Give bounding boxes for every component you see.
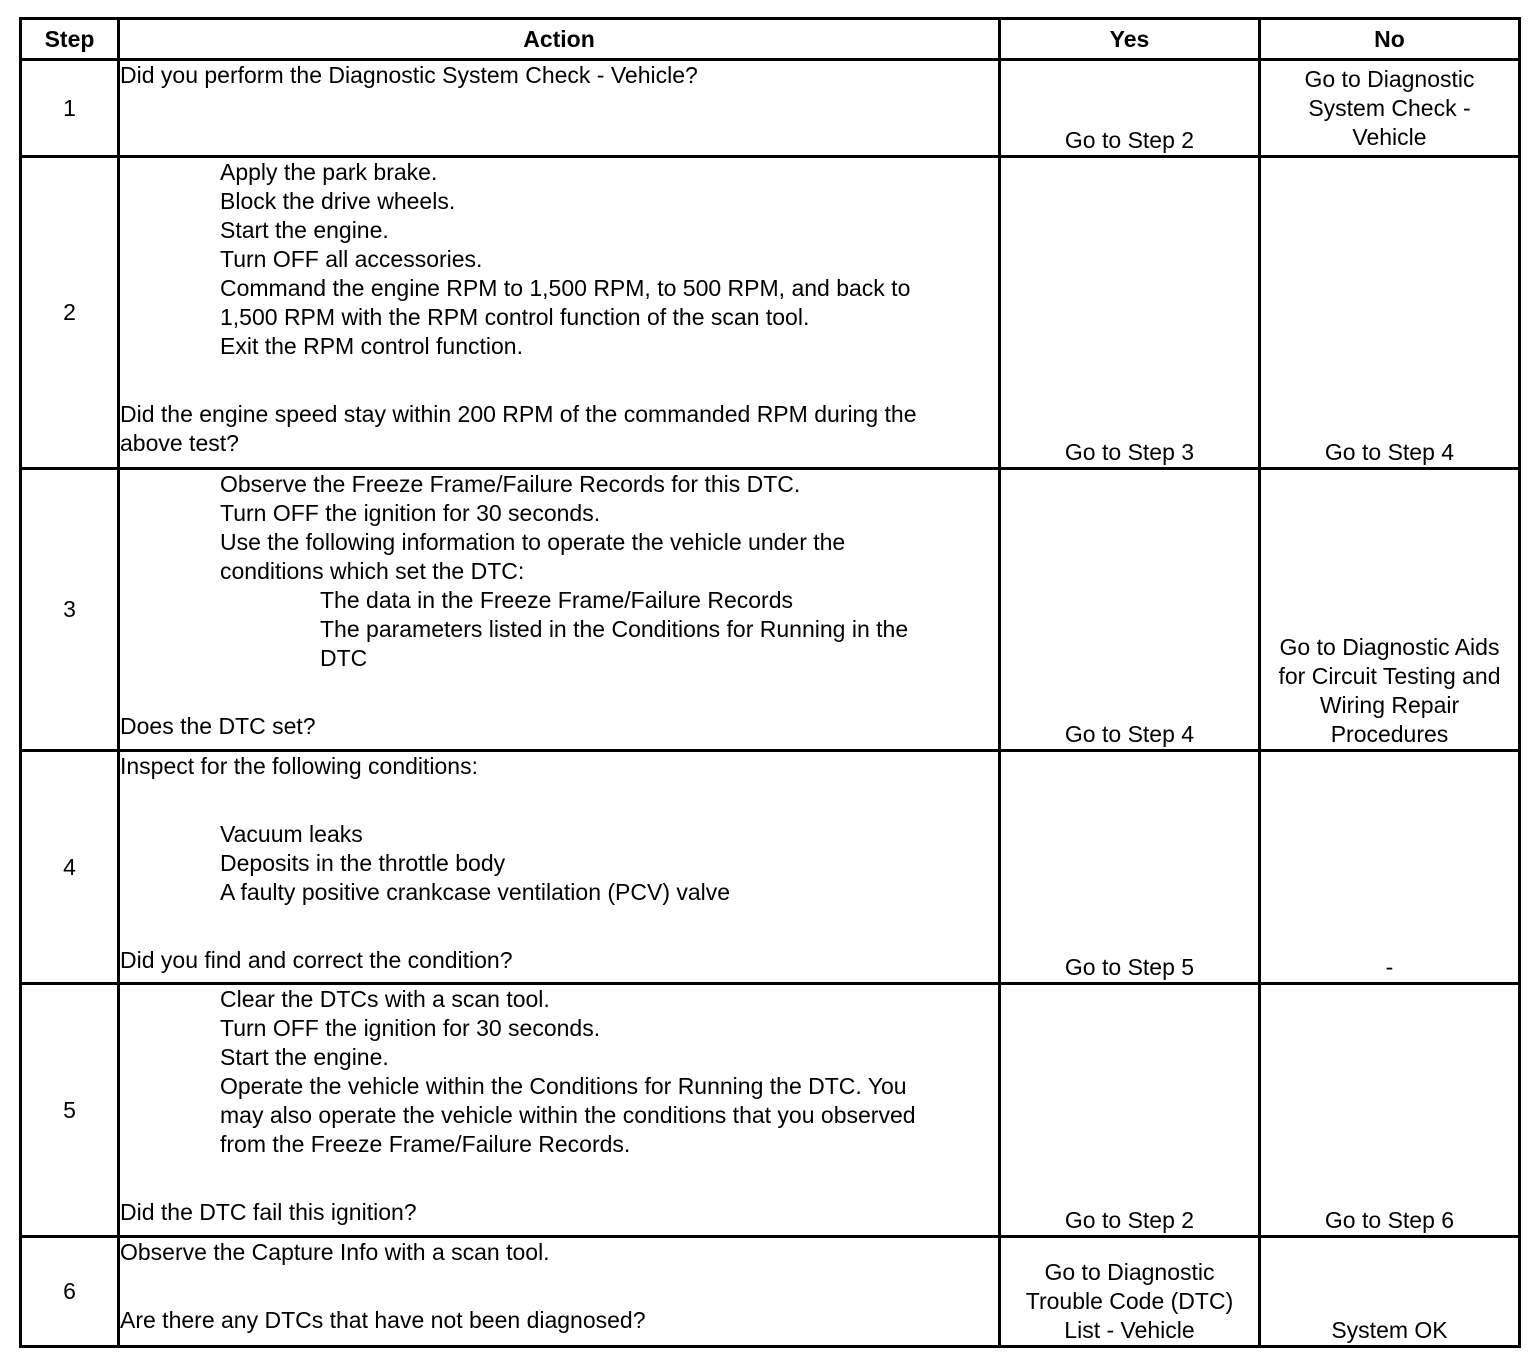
header-action: Action <box>119 19 1000 60</box>
action-question: Did the engine speed stay within 200 RPM of the commanded RPM during the <box>120 401 917 427</box>
spacer <box>120 781 998 820</box>
action-question: Does the DTC set? <box>120 713 316 739</box>
action-item: Start the engine. <box>220 217 389 243</box>
step-row-3 <box>21 469 1520 751</box>
no-cell: Go to Step 4 <box>1260 157 1520 469</box>
action-item: Deposits in the throttle body <box>220 850 506 876</box>
yes-line: List - Vehicle <box>1064 1317 1195 1343</box>
no-line: System Check - <box>1308 95 1471 121</box>
action-item: 1,500 RPM with the RPM control function of the scan tool. <box>220 304 810 330</box>
action-item: Turn OFF all accessories. <box>220 246 483 272</box>
action-item: Observe the Freeze Frame/Failure Records for this DTC. <box>220 471 801 497</box>
step-row-5 <box>21 984 1520 1237</box>
action-cell <box>119 984 1000 1237</box>
no-line: Procedures <box>1330 721 1449 747</box>
action-item: Apply the park brake. <box>220 159 438 185</box>
action-cell <box>119 469 1000 751</box>
action-cell <box>119 60 1000 157</box>
no-line: for Circuit Testing and <box>1278 663 1501 689</box>
action-item: Vacuum leaks <box>220 821 363 847</box>
action-cell <box>119 157 1000 469</box>
step-number: 2 <box>21 157 119 469</box>
step-number: 5 <box>21 984 119 1237</box>
action-item: Turn OFF the ignition for 30 seconds. <box>220 500 601 526</box>
yes-cell: Go to Step 2 <box>1000 984 1260 1237</box>
no-cell: System OK <box>1260 1237 1520 1347</box>
action-item: from the Freeze Frame/Failure Records. <box>220 1131 631 1157</box>
yes-cell: Go to Step 3 <box>1000 157 1260 469</box>
action-item: Turn OFF the ignition for 30 seconds. <box>220 1015 601 1041</box>
no-cell <box>1260 469 1520 751</box>
no-cell: Go to Step 6 <box>1260 984 1520 1237</box>
yes-line: Trouble Code (DTC) <box>1025 1288 1234 1314</box>
yes-cell <box>1000 1237 1260 1347</box>
action-subitem: The data in the Freeze Frame/Failure Records <box>320 587 793 613</box>
yes-cell: Go to Step 4 <box>1000 469 1260 751</box>
step-row-4 <box>21 751 1520 984</box>
yes-cell: Go to Step 2 <box>1000 60 1260 157</box>
action-item: Clear the DTCs with a scan tool. <box>220 986 550 1012</box>
action-intro: Observe the Capture Info with a scan tool. <box>120 1239 550 1265</box>
step-number: 1 <box>21 60 119 157</box>
no-cell: - <box>1260 751 1520 984</box>
spacer <box>120 1159 998 1198</box>
action-cell <box>119 751 1000 984</box>
yes-line: Go to Diagnostic <box>1044 1259 1215 1285</box>
action-item: Exit the RPM control function. <box>220 333 523 359</box>
action-item: Operate the vehicle within the Conditions for Running the DTC. You <box>220 1073 907 1099</box>
action-question: above test? <box>120 430 239 456</box>
step-row-2 <box>21 157 1520 469</box>
action-question: Are there any DTCs that have not been diagnosed? <box>120 1307 646 1333</box>
no-cell <box>1260 60 1520 157</box>
step-row-1 <box>21 60 1520 157</box>
action-cell <box>119 1237 1000 1347</box>
step-number: 3 <box>21 469 119 751</box>
action-item: Use the following information to operate the vehicle under the <box>220 529 846 555</box>
action-item: Start the engine. <box>220 1044 389 1070</box>
action-intro: Inspect for the following conditions: <box>120 753 478 779</box>
action-subitem: The parameters listed in the Conditions for Running in the <box>320 616 909 642</box>
spacer <box>120 673 998 712</box>
spacer <box>120 907 998 946</box>
step-number: 6 <box>21 1237 119 1347</box>
header-row <box>21 19 1520 60</box>
header-step: Step <box>21 19 119 60</box>
no-line: Wiring Repair <box>1319 692 1460 718</box>
action-item: Block the drive wheels. <box>220 188 456 214</box>
action-question: Did the DTC fail this ignition? <box>120 1199 417 1225</box>
diagnostic-table <box>19 17 1521 1348</box>
spacer <box>120 361 998 400</box>
action-item: A faulty positive crankcase ventilation (PCV) valve <box>220 879 731 905</box>
step-number: 4 <box>21 751 119 984</box>
no-line: Go to Diagnostic <box>1304 66 1475 92</box>
no-line: Go to Diagnostic Aids <box>1279 634 1500 660</box>
yes-cell: Go to Step 5 <box>1000 751 1260 984</box>
action-question: Did you perform the Diagnostic System Check - Vehicle? <box>120 62 698 88</box>
action-item: Command the engine RPM to 1,500 RPM, to 500 RPM, and back to <box>220 275 911 301</box>
spacer <box>120 1267 998 1306</box>
header-no: No <box>1260 19 1520 60</box>
action-subitem: DTC <box>320 645 368 671</box>
header-yes: Yes <box>1000 19 1260 60</box>
no-line: Vehicle <box>1352 124 1427 150</box>
action-item: may also operate the vehicle within the conditions that you observed <box>220 1102 916 1128</box>
action-question: Did you find and correct the condition? <box>120 947 513 973</box>
step-row-6 <box>21 1237 1520 1347</box>
action-item: conditions which set the DTC: <box>220 558 525 584</box>
